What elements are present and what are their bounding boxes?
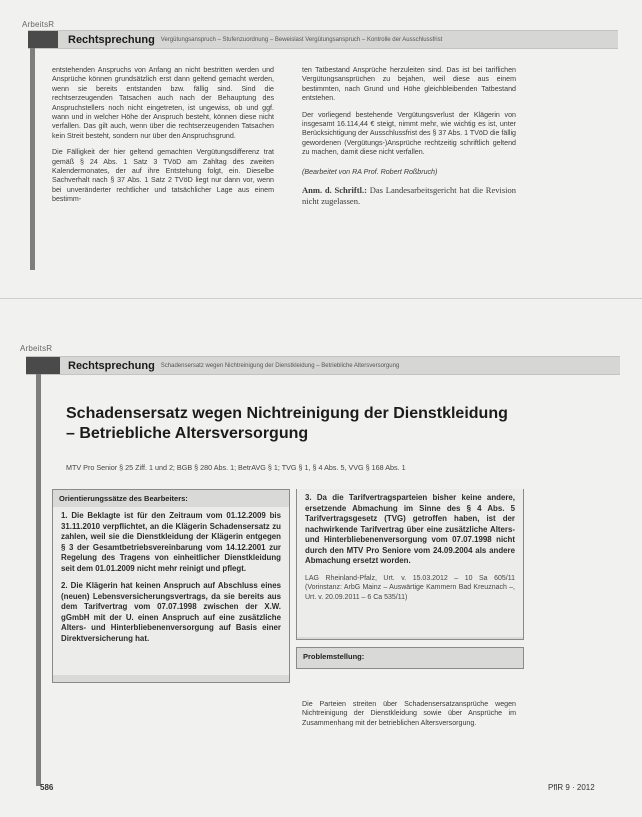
margin-bar: [30, 48, 35, 270]
orientation-body-cont: [297, 489, 523, 637]
problem-column: [302, 700, 516, 735]
orientation-body: [53, 507, 289, 675]
paragraph: Die Fälligkeit der hier geltend gemachten Vergütungsdifferenz trat gemäß § 24 Abs. 1 Satz 3 TVöD am Zahltag des zweiten Kalendermonates, der auf ihre Entstehung folgt, ein. Dieselbe Sachverhalt nach § 37 Abs. 1 Satz 2 TVöD liegt nur dann vor, wenn bei unveränderter rechtlicher und tatsächlicher Lage aus einem bestimm-: [52, 148, 274, 204]
problem-text: Die Parteien streiten über Schadensersatzansprüche wegen Nichtreinigung der Dienstkleidung sowie über Ansprüche im Zusammenhang mit der betrieblichen Altersversorgung.: [302, 700, 516, 727]
paragraph: Der vorliegend bestehende Vergütungsverlust der Klägerin von insgesamt 16.114,44 € steigt, nimmt mehr, wie wichtig es ist, unter Berücksichtigung der Ausschlussfrist des § 37 Abs. 1 TVöD die fällig gewordenen (Vergütungs-)Ansprüche rechtzeitig schriftlich geltend zu machen, damit diese nicht verfallen.: [302, 110, 516, 157]
orientation-heading: Orientierungssätze des Bearbeiters:: [59, 494, 188, 503]
problem-heading: Problemstellung:: [303, 652, 365, 661]
section-label: ArbeitsR: [20, 344, 53, 353]
orientation-box-left: [52, 489, 290, 683]
header-block: [28, 31, 58, 48]
editor-note: (Bearbeitet von RA Prof. Robert Roßbruch): [302, 167, 438, 176]
section-header: [26, 356, 620, 375]
column-left: [52, 66, 274, 212]
author-note-label: Anm. d. Schriftl.:: [302, 185, 367, 196]
orientation-box-right: [296, 489, 524, 640]
header-title: Rechtsprechung: [68, 33, 155, 46]
author-note-text: Das Landesarbeitsgericht hat die Revision nicht zugelassen.: [302, 185, 517, 207]
section-header: [28, 30, 618, 49]
orientation-item: 1. Die Beklagte ist für den Zeitraum vom 01.12.2009 bis 31.11.2010 verpflichtet, an die Klägerin Schadensersatz zu zahlen, weil sie die Dienstkleidung der Klägerin entgegen § 3 der Gesamtbetriebsvereinbarung vom 14.12.2001 zur Regelung des Tragens von einheitlicher Dienstkleidung seit dem 01.01.2009 nicht mehr reinigt und pflegt.: [61, 511, 281, 573]
header-block: [26, 357, 60, 374]
header-title: Rechtsprechung: [68, 359, 155, 372]
legal-references: MTV Pro Senior § 25 Ziff. 1 und 2; BGB § 280 Abs. 1; BetrAVG § 1; TVG § 1, § 4 Abs. 5, VVG § 168 Abs. 1: [66, 463, 406, 472]
page-number: 586: [40, 783, 54, 792]
title-line: – Betriebliche Altersversorgung: [66, 425, 309, 442]
paragraph: entstehenden Anspruchs von Anfang an nicht bestritten werden und Ansprüche können grundsätzlich erst dann geltend gemacht werden, wenn sie bereits entstanden bzw. fällig sind. Sind die rechtserzeugenden Tatsachen auch nach der Behauptung des Anspruchstellers noch nicht eingetreten, ist ungewiss, ob und ggf. wann und in welcher Höhe der Anspruch besteht, können diese nicht verfallen. Das gilt auch, wenn über die rechtserzeugenden Tatsachen kein Streit besteht, sondern nur über den Anspruchsgrund.: [52, 66, 274, 140]
author-note: [302, 185, 516, 207]
case-citation: LAG Rheinland-Pfalz, Urt. v. 15.03.2012 – 10 Sa 605/11 (Vorinstanz: ArbG Mainz – Auswärtige Kammern Bad Kreuznach –, Urt. v. 20.09.2011 – 6 Ca 535/11): [305, 574, 515, 601]
title-line: Schadensersatz wegen Nichtreinigung der Dienstkleidung: [66, 405, 508, 422]
column-right: [302, 66, 516, 214]
orientation-item: 3. Da die Tarifvertragsparteien bisher keine andere, ersetzende Abmachung im Sinne des § 4 Abs. 5 Tarifvertragsgesetz (TVG) getroffen haben, ist der nachwirkende Tarifvertrag über eine zusätzliche Alters- und Hinterbliebenenversorgung vom 07.07.1998 nicht durch den MTV Pro Seniore vom 24.09.2004 als andere Abmachung ersetzt worden.: [305, 493, 515, 565]
section-label: ArbeitsR: [22, 20, 55, 29]
margin-bar: [36, 374, 41, 786]
paragraph: ten Tatbestand Ansprüche herzuleiten sind. Das ist bei tariflichen Vergütungsansprüchen zu bejahen, weil diese aus einem bestimmten, nach Grund und Höhe gleichbleibenden Tatbestand entstehen.: [302, 66, 516, 103]
header-subtitle: Schadensersatz wegen Nichtreinigung der Dienstkleidung – Betriebliche Altersversorgung: [160, 362, 400, 369]
page-divider: [0, 298, 642, 299]
header-subtitle: Vergütungsanspruch – Stufenzuordnung – Beweislast Vergütungsanspruch – Kontrolle der Ausschlussfrist: [160, 36, 443, 43]
article-title: [66, 404, 606, 444]
journal-issue: PflR 9 · 2012: [548, 783, 595, 792]
problem-box: [296, 647, 524, 669]
orientation-item: 2. Die Klägerin hat keinen Anspruch auf Abschluss eines (neuen) Lebensversicherungsvertrags, da sie bereits aus dem Tarifvertrag vom 07.07.1998 zwischen der X.W. gGmbH mit der U. einen Anspruch auf eine zusätzliche Alters- und Hinterbliebenenversorgung auf Basis einer Direktversicherung hat.: [61, 581, 281, 643]
